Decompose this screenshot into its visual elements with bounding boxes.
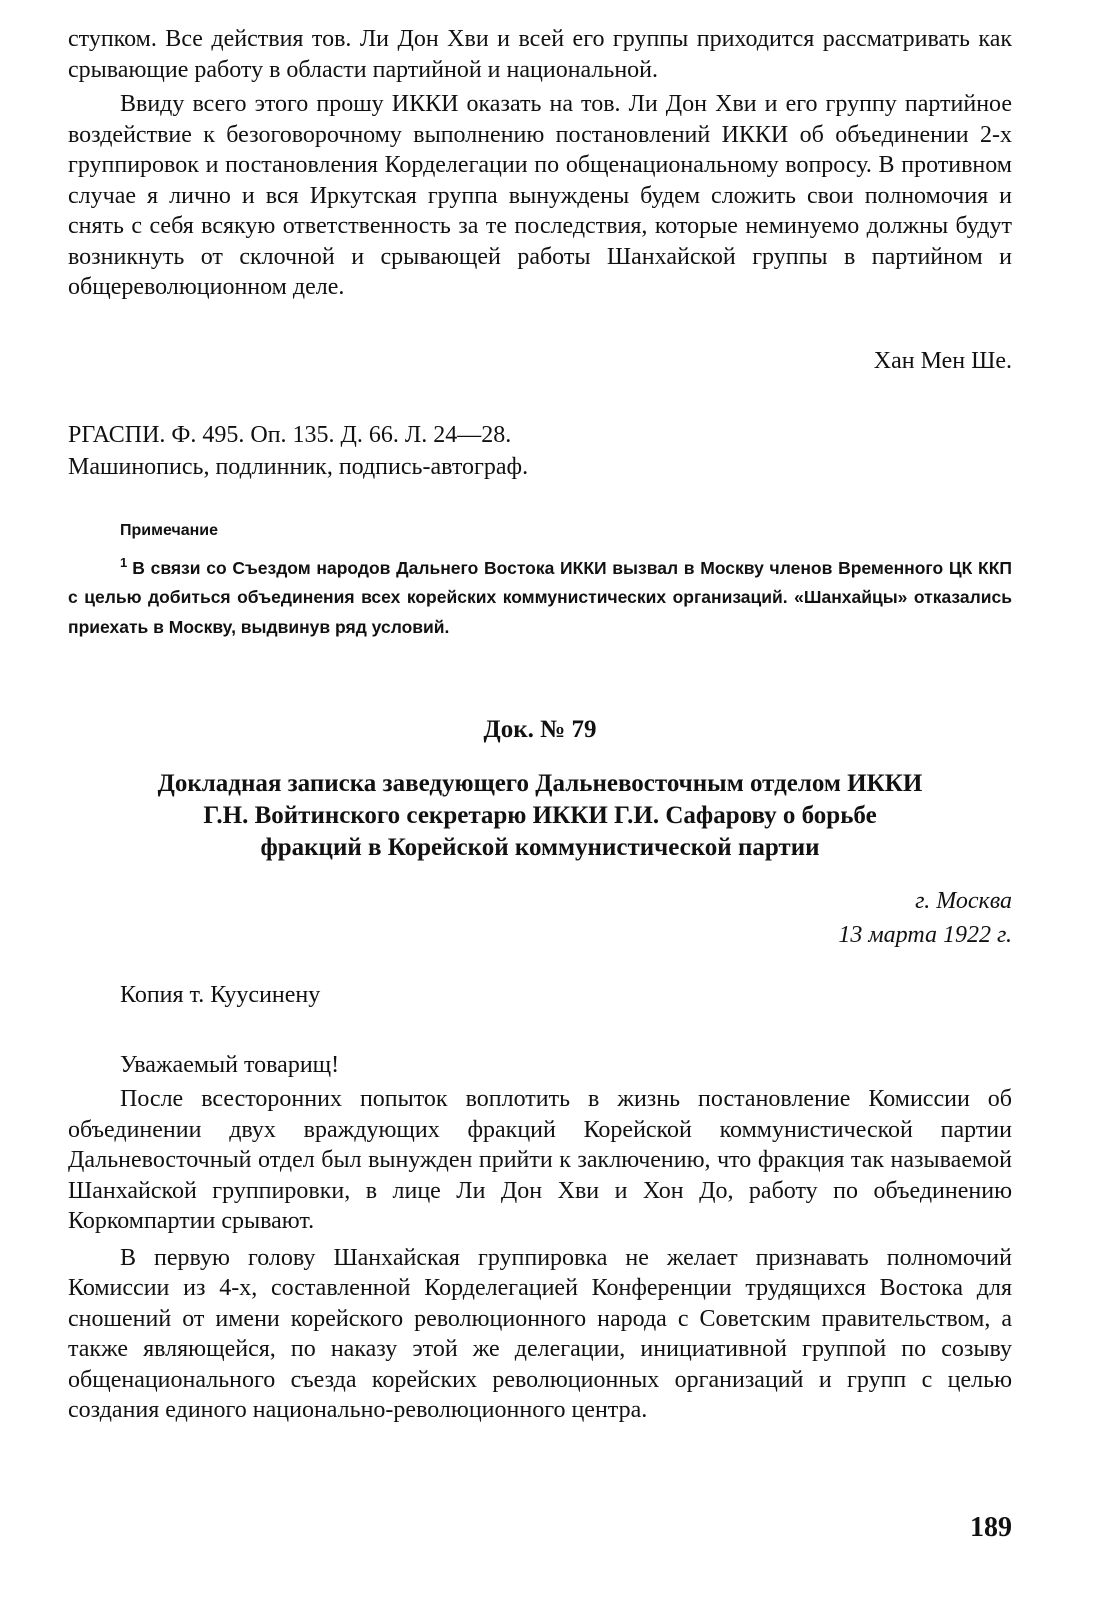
archive-description: Машинопись, подлинник, подпись-автограф. xyxy=(68,453,529,480)
document-number: Док. № 79 xyxy=(483,716,597,743)
place-date-block xyxy=(68,884,1012,952)
copy-recipient: Копия т. Куусинену xyxy=(120,982,321,1008)
document-title-line: Г.Н. Войтинского секретарю ИККИ Г.И. Сафарову о борьбе xyxy=(203,802,877,829)
document-place: г. Москва xyxy=(915,888,1012,914)
archive-reference: РГАСПИ. Ф. 495. Оп. 135. Д. 66. Л. 24—28. xyxy=(68,421,512,448)
body-paragraph: В первую голову Шанхайская группировка не желает признавать полномочий Комиссии из 4-х, составленной Корделегацией Конференции трудящихся Востока для сношений от имени корейского революционного народа с Советским правительством, а также являющейся, по наказу этой же делегации, инициативной группой по созыву общенационального съезда корейских революционных организаций и групп с целью создания единого национально-революционного центра. xyxy=(68,1244,1012,1423)
greeting: Уважаемый товарищ! xyxy=(120,1052,340,1078)
document-title xyxy=(68,768,1012,864)
page-number: 189 xyxy=(970,1512,1012,1543)
document-title-line: фракций в Корейской коммунистической партии xyxy=(260,834,820,861)
document-title-line: Докладная записка заведующего Дальневосточным отделом ИККИ xyxy=(157,770,923,797)
footnote-marker: 1 xyxy=(120,554,128,570)
note-heading: Примечание xyxy=(120,521,219,539)
footnote-text: В связи со Съездом народов Дальнего Востока ИККИ вызвал в Москву членов Временного ЦК ККП с целью добиться объединения всех корейских коммунистических организаций. «Шанхайцы» отказались приехать в Москву, выдвинув ряд условий. xyxy=(68,557,1012,637)
continuation-paragraph: ступком. Все действия тов. Ли Дон Хви и всей его группы приходится рассматривать как срывающие работу в области партийной и национальной. xyxy=(68,26,1012,83)
footnote xyxy=(68,554,1012,643)
archive-reference-block xyxy=(68,419,1012,483)
signature: Хан Мен Ше. xyxy=(873,347,1012,374)
body-paragraph: После всесторонних попыток воплотить в жизнь постановление Комиссии об объединении двух враждующих фракций Корейской коммунистической партии Дальневосточный отдел был вынужден прийти к заключению, что фракция так называемой Шанхайской группировки, в лице Ли Дон Хви и Хон До, работу по объединению Коркомпартии срывают. xyxy=(68,1086,1012,1234)
document-date: 13 марта 1922 г. xyxy=(838,922,1012,948)
document-page xyxy=(68,24,1012,1426)
request-paragraph: Ввиду всего этого прошу ИККИ оказать на тов. Ли Дон Хви и его группу партийное воздействие к безоговорочному выполнению постановлений ИККИ об объединении 2-х группировок и постановления Корделегации по общенациональному вопросу. В противном случае я лично и вся Иркутская группа вынуждены будем сложить свои полномочия и снять с себя всякую ответственность за те последствия, которые неминуемо должны будут возникнуть от склочной и срывающей работы Шанхайской группы в партийном и общереволюционном деле. xyxy=(68,91,1012,300)
